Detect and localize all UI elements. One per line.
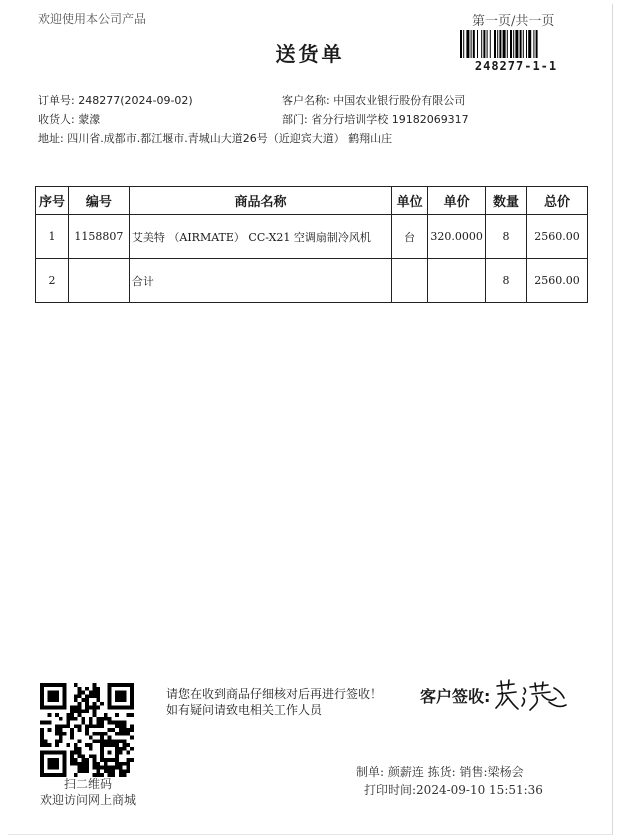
col-header-quantity: 数量 <box>486 187 527 215</box>
cell-quantity: 8 <box>486 215 527 259</box>
col-header-unit-price: 单价 <box>428 187 486 215</box>
receiver-name: 收货人: 蒙濛 <box>38 113 101 126</box>
department: 部门: 省分行培训学校 19182069317 <box>282 113 469 126</box>
cell-unit <box>392 259 428 303</box>
cell-unit: 台 <box>392 215 428 259</box>
items-table <box>35 186 588 303</box>
qr-caption <box>38 776 138 808</box>
cell-index: 1 <box>36 215 69 259</box>
cell-product-name: 艾美特 （AIRMATE） CC-X21 空调扇制冷风机 <box>129 215 391 259</box>
document-title: 送货单 <box>275 42 345 66</box>
col-header-unit: 单位 <box>392 187 428 215</box>
table-total-row <box>36 259 588 303</box>
customer-signature <box>494 678 582 714</box>
cell-quantity: 8 <box>486 259 527 303</box>
cell-code: 1158807 <box>68 215 129 259</box>
cell-code <box>68 259 129 303</box>
order-number: 订单号: 248277(2024-09-02) <box>38 94 193 107</box>
sign-notice: 请您在收到商品仔细核对后再进行签收！如有疑问请致电相关工作人员 <box>166 687 383 717</box>
cell-total: 2560.00 <box>527 215 588 259</box>
col-header-code: 编号 <box>68 187 129 215</box>
cell-total-label: 合计 <box>129 259 391 303</box>
table-row <box>36 215 588 259</box>
qr-caption-line1: 扫二维码 <box>63 777 112 791</box>
page-indicator: 第一页/共一页 <box>472 14 555 29</box>
cell-index: 2 <box>36 259 69 303</box>
table-header-row <box>36 187 588 215</box>
welcome-text: 欢迎使用本公司产品 <box>38 12 147 26</box>
barcode <box>460 30 572 58</box>
cell-unit-price: 320.0000 <box>428 215 486 259</box>
cell-unit-price <box>428 259 486 303</box>
print-time: 打印时间:2024-09-10 15:51:36 <box>364 783 543 797</box>
barcode-number: 248277-1-1 <box>474 59 558 73</box>
col-header-product-name: 商品名称 <box>129 187 391 215</box>
col-header-index: 序号 <box>36 187 69 215</box>
customer-sign-label: 客户签收: <box>420 687 491 706</box>
document-makers: 制单: 颜薪连 拣货: 销售:梁杨会 <box>356 765 524 779</box>
col-header-total: 总价 <box>527 187 588 215</box>
qr-caption-line2: 欢迎访问网上商城 <box>39 793 136 807</box>
delivery-address: 地址: 四川省.成都市.都江堰市.青城山大道26号（近迎宾大道） 鹤翔山庄 <box>38 132 393 145</box>
qr-code[interactable] <box>40 683 134 777</box>
customer-name: 客户名称: 中国农业银行股份有限公司 <box>282 94 466 107</box>
cell-total: 2560.00 <box>527 259 588 303</box>
